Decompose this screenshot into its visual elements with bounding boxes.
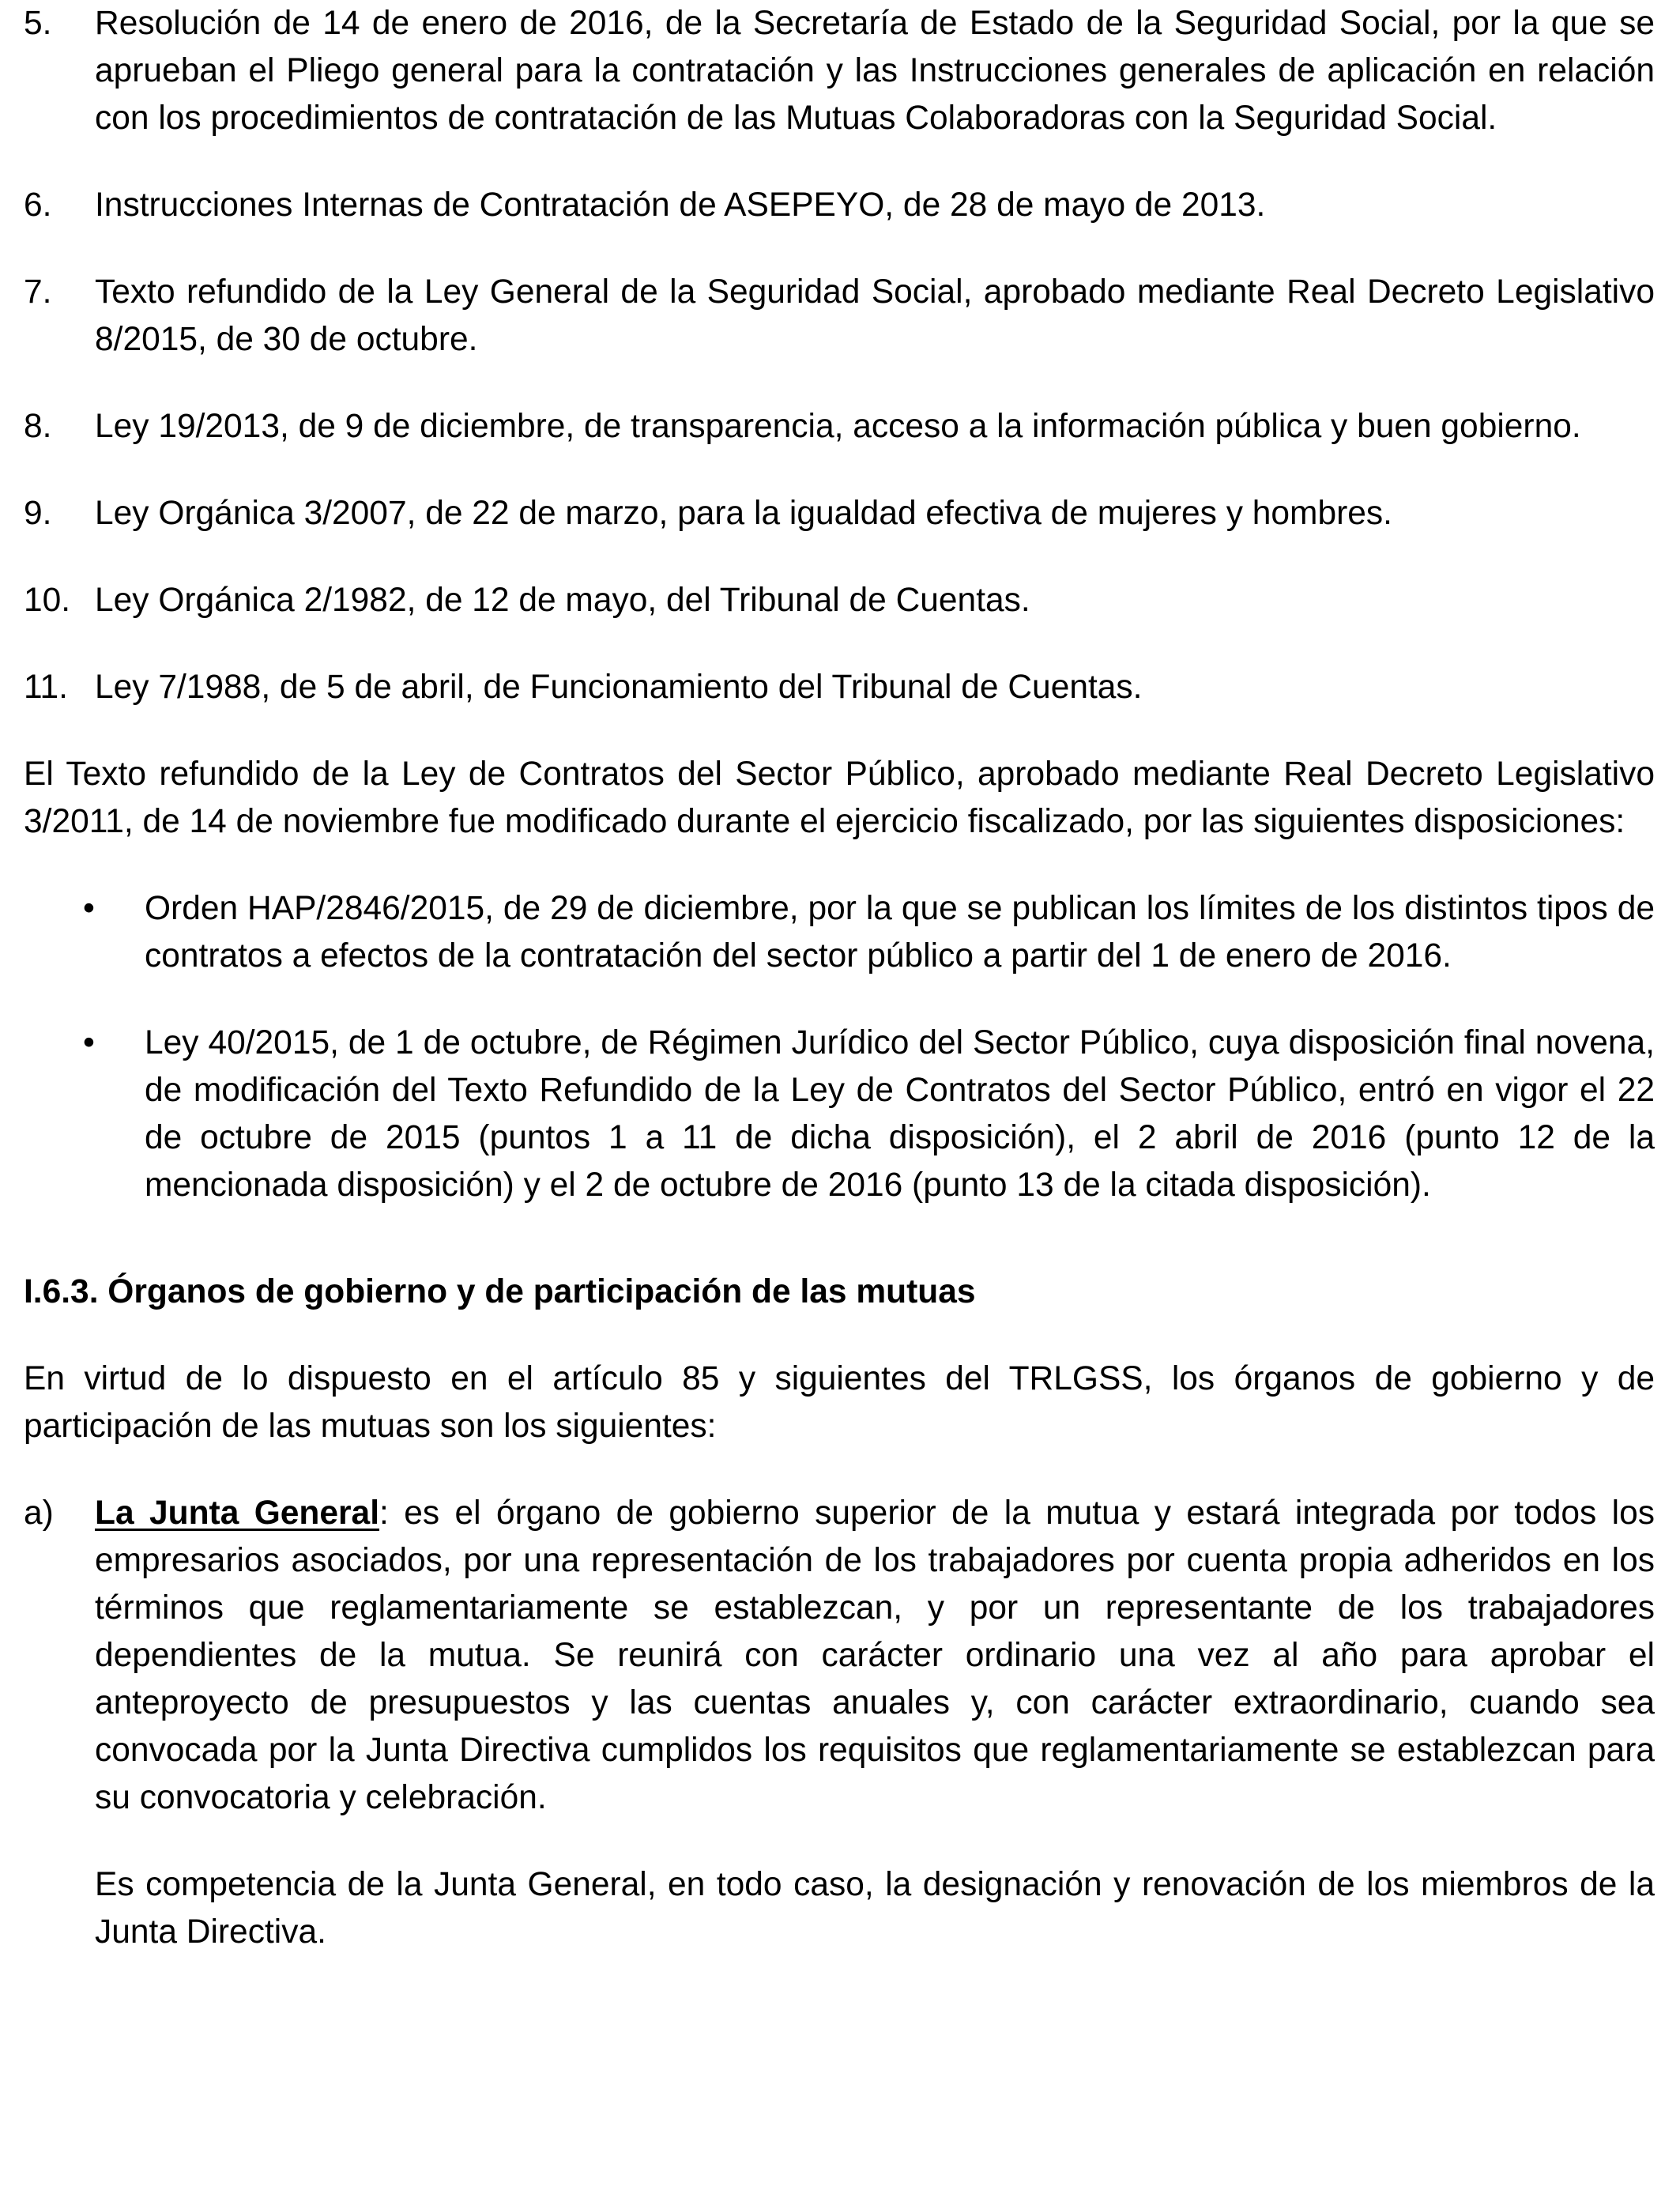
intro-paragraph: El Texto refundido de la Ley de Contratos del Sector Público, aprobado mediante Real Decreto Legislativo 3/2011, de 14 de noviembre fue modificado durante el ejercicio fiscalizado, por las siguientes disposiciones: bbox=[24, 756, 1655, 840]
list-item bbox=[24, 490, 1655, 537]
section-heading: I.6.3. Órganos de gobierno y de participación de las mutuas bbox=[24, 1273, 976, 1310]
list-item-text: Ley Orgánica 3/2007, de 22 de marzo, para la igualdad efectiva de mujeres y hombres. bbox=[95, 495, 1392, 532]
document-page bbox=[24, 0, 1655, 1956]
list-number: 9. bbox=[24, 495, 52, 532]
list-item bbox=[24, 0, 1655, 142]
bullet-icon: • bbox=[83, 890, 95, 927]
list-item-text: Ley 7/1988, de 5 de abril, de Funcionamiento del Tribunal de Cuentas. bbox=[95, 669, 1143, 706]
competencia-paragraph: Es competencia de la Junta General, en todo caso, la designación y renovación de los miembros de la Junta Directiva. bbox=[95, 1866, 1655, 1951]
junta-general-label: La Junta General bbox=[95, 1495, 380, 1532]
bullet-text: Orden HAP/2846/2015, de 29 de diciembre, por la que se publican los límites de los distintos tipos de contratos a efectos de la contratación del sector público a partir del 1 de enero de 2016. bbox=[145, 890, 1655, 974]
list-number: 10. bbox=[24, 582, 71, 619]
list-number: 5. bbox=[24, 5, 52, 42]
list-number: 6. bbox=[24, 187, 52, 224]
bullet-text: Ley 40/2015, de 1 de octubre, de Régimen Jurídico del Sector Público, cuya disposición final novena, de modificación del Texto Refundido de la Ley de Contratos del Sector Público, entró en vigor el 22 de octubre de 2015 (puntos 1 a 11 de dicha disposición), el 2 abril de 2016 (punto 12 de la mencionada disposición) y el 2 de octubre de 2016 (punto 13 de la citada disposición). bbox=[145, 1024, 1655, 1204]
bullet-item bbox=[24, 885, 1655, 980]
list-number: 11. bbox=[24, 669, 68, 706]
list-item bbox=[24, 269, 1655, 364]
list-item bbox=[24, 664, 1655, 711]
list-letter: a) bbox=[24, 1495, 54, 1532]
list-item bbox=[24, 403, 1655, 450]
bullet-item bbox=[24, 1020, 1655, 1209]
list-item-text: Resolución de 14 de enero de 2016, de la Secretaría de Estado de la Seguridad Social, por la que se aprueban el Pliego general para la contratación y las Instrucciones generales de aplicación en relación con los procedimientos de contratación de las Mutuas Colaboradoras con la Seguridad Social. bbox=[95, 5, 1655, 137]
list-item-text: Instrucciones Internas de Contratación de ASEPEYO, de 28 de mayo de 2013. bbox=[95, 187, 1266, 224]
list-item-text: Texto refundido de la Ley General de la Seguridad Social, aprobado mediante Real Decreto Legislativo 8/2015, de 30 de octubre. bbox=[95, 273, 1655, 358]
list-number: 7. bbox=[24, 273, 52, 311]
list-item-text: Ley 19/2013, de 9 de diciembre, de transparencia, acceso a la información pública y buen gobierno. bbox=[95, 408, 1581, 445]
bullet-icon: • bbox=[83, 1024, 95, 1061]
list-number: 8. bbox=[24, 408, 52, 445]
virtud-paragraph: En virtud de lo dispuesto en el artículo 85 y siguientes del TRLGSS, los órganos de gobierno y de participación de las mutuas son los siguientes: bbox=[24, 1360, 1655, 1445]
list-item bbox=[24, 577, 1655, 624]
junta-general-text: : es el órgano de gobierno superior de la mutua y estará integrada por todos los empresarios asociados, por una representación de los trabajadores por cuenta propia adheridos en los términos que reglamentariamente se establezcan, y por un representante de los trabajadores dependientes de la mutua. Se reunirá con carácter ordinario una vez al año para aprobar el anteproyecto de presupuestos y las cuentas anuales y, con carácter extraordinario, cuando sea convocada por la Junta Directiva cumplidos los requisitos que reglamentariamente se establezcan para su convocatoria y celebración. bbox=[95, 1495, 1655, 1816]
list-item-junta-general bbox=[24, 1490, 1655, 1822]
list-item-text: Ley Orgánica 2/1982, de 12 de mayo, del Tribunal de Cuentas. bbox=[95, 582, 1030, 619]
list-item bbox=[24, 182, 1655, 229]
